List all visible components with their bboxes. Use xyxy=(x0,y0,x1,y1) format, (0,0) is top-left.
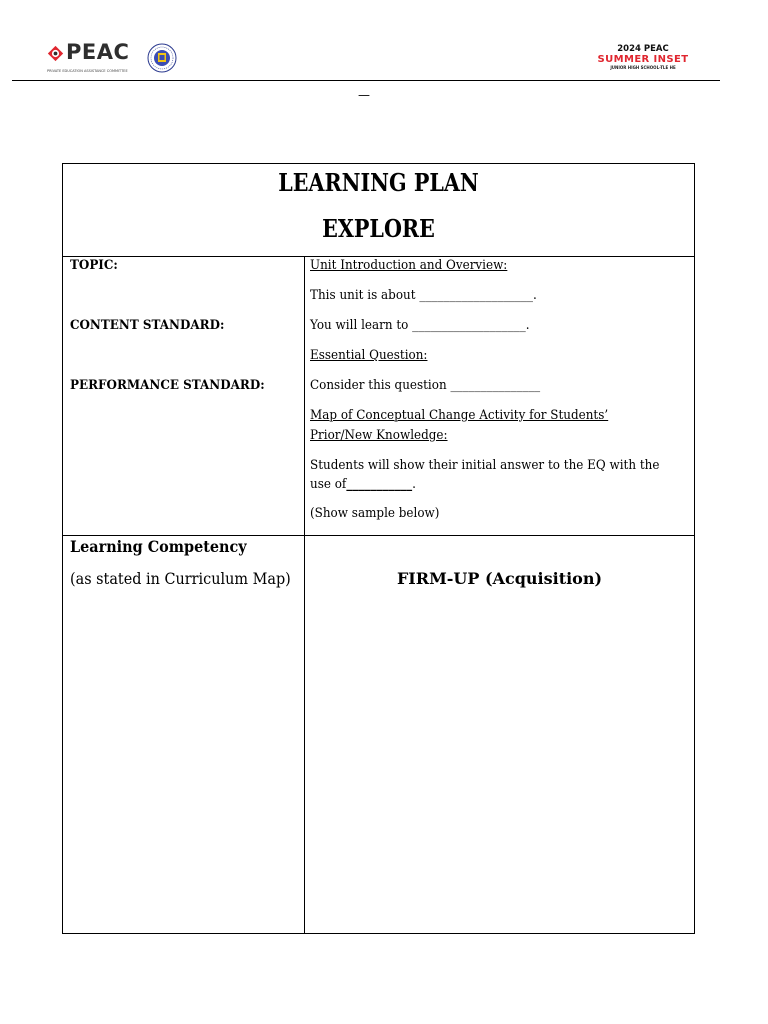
page-header xyxy=(12,40,720,81)
students-line1: Students will show their initial answer to the EQ with the xyxy=(310,458,660,473)
learning-competency-heading: Learning Competency xyxy=(70,537,247,556)
deped-seal-icon xyxy=(147,43,177,73)
unit-about-line: This unit is about ___________________. xyxy=(310,288,537,303)
students-line2-post: . xyxy=(412,477,416,492)
peac-logo xyxy=(47,42,147,76)
plan-title-row xyxy=(63,164,694,257)
plan-subtitle: EXPLORE xyxy=(322,214,435,243)
essential-question-heading: Essential Question: xyxy=(310,348,428,363)
row-divider xyxy=(63,535,694,536)
performance-standard-label: PERFORMANCE STANDARD: xyxy=(70,378,265,393)
will-learn-line: You will learn to ___________________. xyxy=(310,318,530,333)
column-divider xyxy=(304,256,305,933)
show-sample-line: (Show sample below) xyxy=(310,506,440,521)
peac-mark-icon xyxy=(47,45,64,62)
map-activity-heading-line1: Map of Conceptual Change Activity for Students’ xyxy=(310,408,609,423)
unit-intro-heading: Unit Introduction and Overview: xyxy=(310,258,508,273)
inset-year: 2024 PEAC xyxy=(617,44,669,54)
students-line2-pre: use of xyxy=(310,477,347,492)
header-dash: — xyxy=(358,88,370,102)
map-activity-heading-line2: Prior/New Knowledge: xyxy=(310,428,448,443)
students-line2-blank: ___________ xyxy=(346,477,413,492)
topic-label: TOPIC: xyxy=(70,258,118,273)
inset-title: SUMMER INSET xyxy=(597,53,689,65)
learning-plan-table xyxy=(62,163,695,934)
consider-question-line: Consider this question _______________ xyxy=(310,378,541,393)
students-line2 xyxy=(310,477,416,492)
content-standard-label: CONTENT STANDARD: xyxy=(70,318,225,333)
summer-inset-badge xyxy=(588,45,698,70)
peac-logo-text: PEAC xyxy=(66,40,130,64)
plan-title: LEARNING PLAN xyxy=(278,168,479,197)
peac-logo-subtext: PRIVATE EDUCATION ASSISTANCE COMMITTEE xyxy=(47,69,128,73)
firm-up-heading: FIRM-UP (Acquisition) xyxy=(396,569,603,588)
learning-competency-subtitle: (as stated in Curriculum Map) xyxy=(70,569,291,588)
inset-subtitle: JUNIOR HIGH SCHOOL-TLE HE xyxy=(610,64,676,70)
